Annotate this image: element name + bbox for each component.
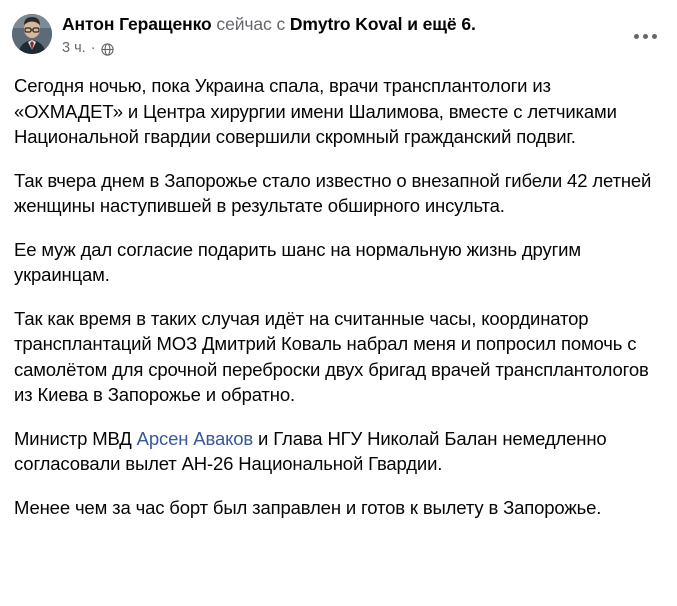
post-header xyxy=(0,0,677,57)
post-paragraph-with-mention xyxy=(14,426,663,477)
cotag-name[interactable]: Dmytro Koval xyxy=(289,14,403,34)
post-paragraph: Так как время в таких случая идёт на считанные часы, координатор трансплантаций МОЗ Дмитрий Коваль набрал меня и попросил помочь с самолётом для срочной переброски двух бригад врачей трансплантологов из Киева в Запорожье и обратно. xyxy=(14,307,649,405)
post-meta-line xyxy=(62,39,665,57)
globe-icon[interactable] xyxy=(101,43,114,56)
more-options-icon[interactable] xyxy=(629,20,661,52)
author-name[interactable]: Антон Геращенко xyxy=(62,14,212,34)
timestamp[interactable]: 3 ч. xyxy=(62,40,86,56)
meta-separator: · xyxy=(90,40,96,56)
paragraph-text-before: Министр МВД xyxy=(14,427,137,449)
others-count[interactable]: и ещё 6. xyxy=(407,14,476,34)
post-paragraph: Так вчера днем в Запорожье стало известно о внезапной гибели 42 летней женщины наступившей в результате обширного инсульта. xyxy=(14,169,652,216)
with-text: сейчас с xyxy=(216,14,286,34)
avatar[interactable] xyxy=(12,14,52,54)
post-body xyxy=(0,57,677,520)
paragraph-text-after: и Глава НГУ Николай Балан немедленно согласовали вылет АН-26 Национальной Гвардии. xyxy=(14,427,607,474)
avatar-image xyxy=(12,14,52,54)
post-paragraph: Менее чем за час борт был заправлен и готов к вылету в Запорожье. xyxy=(14,496,602,518)
more-dots xyxy=(634,34,657,39)
post-paragraph: Ее муж дал согласие подарить шанс на нормальную жизнь другим украинцам. xyxy=(14,238,581,285)
post-header-text xyxy=(62,12,665,57)
post-paragraph: Сегодня ночью, пока Украина спала, врачи трансплантологи из «ОХМАДЕТ» и Центра хирургии имени Шалимова, вместе с летчиками Национальной гвардии совершили скромный гражданский подвиг. xyxy=(14,75,617,147)
post-title-line xyxy=(62,13,665,35)
mention-link[interactable]: Арсен Аваков xyxy=(136,427,254,449)
